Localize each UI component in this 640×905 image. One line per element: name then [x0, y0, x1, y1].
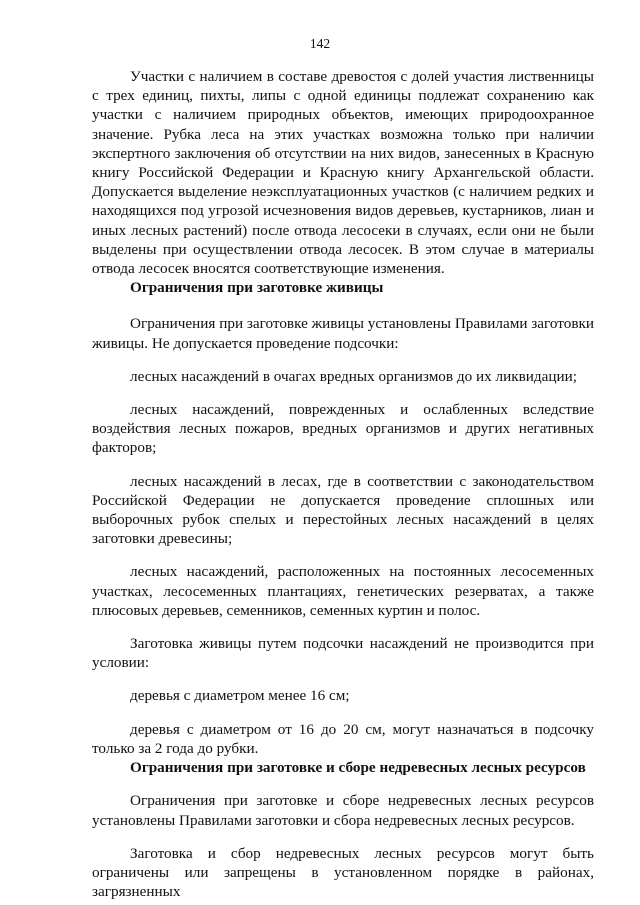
list-item-seed-plots: лесных насаждений, расположенных на постоянных лесосеменных участках, лесосеменных плантациях, генетических резерватах, а также плюсовых деревьев, семенников, семенных куртин и полос.: [92, 563, 594, 619]
heading-non-timber-restrictions: Ограничения при заготовке и сборе недревесных лесных ресурсов: [130, 759, 586, 777]
list-item-diameter-16-20: деревья с диаметром от 16 до 20 см, могут назначаться в подсочку только за 2 года до рубки.: [92, 720, 594, 757]
list-item-damaged-stands: лесных насаждений, поврежденных и ослабленных вследствие воздействия лесных пожаров, вредных организмов и других негативных факторов;: [92, 401, 594, 457]
paragraph-resin-rules: Ограничения при заготовке живицы установлены Правилами заготовки живицы. Не допускается проведение подсочки:: [92, 315, 594, 352]
paragraph-larch-plots: Участки с наличием в составе древостоя с долей участия лиственницы с трех единиц, пихты, липы с одной единицы подлежат сохранению как участки с наличием природных объектов, имеющих природоохранное значение. Рубка леса на этих участках возможна только при наличии экспертного заключения об отсутствии на них видов, занесенных в Красную книгу Российской Федерации и Красную книгу Архангельской области. Допускается выделение неэксплуатационных участков (с наличием редких и находящихся под угрозой исчезновения видов деревьев, кустарников, лиан и иных лесных растений) после отвода лесосеки в случаях, если они не были выделены при осуществлении отвода лесосек. В этом случае в материалы отвода лесосек вносятся соответствующие изменения.: [92, 68, 594, 278]
list-item-diameter-under-16: деревья с диаметром менее 16 см;: [130, 687, 350, 705]
page-body: [92, 67, 594, 901]
list-item-pest-foci: лесных насаждений в очагах вредных организмов до их ликвидации;: [130, 367, 577, 385]
paragraph-non-timber-prohibition: Заготовка и сбор недревесных лесных ресурсов могут быть ограничены или запрещены в установленном порядке в районах, загрязненных: [92, 844, 594, 901]
paragraph-non-timber-rules: Ограничения при заготовке и сборе недревесных лесных ресурсов установлены Правилами заготовки и сбора недревесных лесных ресурсов.: [92, 792, 594, 829]
list-item-protected-forests: лесных насаждений в лесах, где в соответствии с законодательством Российской Федерации не допускается проведение сплошных или выборочных рубок спелых и перестойных лесных насаждений в целях заготовки древесины;: [92, 472, 594, 548]
paragraph-tapping-conditions: Заготовка живицы путем подсочки насаждений не производится при условии:: [92, 635, 594, 672]
page-number: 142: [309, 36, 331, 51]
heading-resin-restrictions: Ограничения при заготовке живицы: [130, 279, 384, 297]
